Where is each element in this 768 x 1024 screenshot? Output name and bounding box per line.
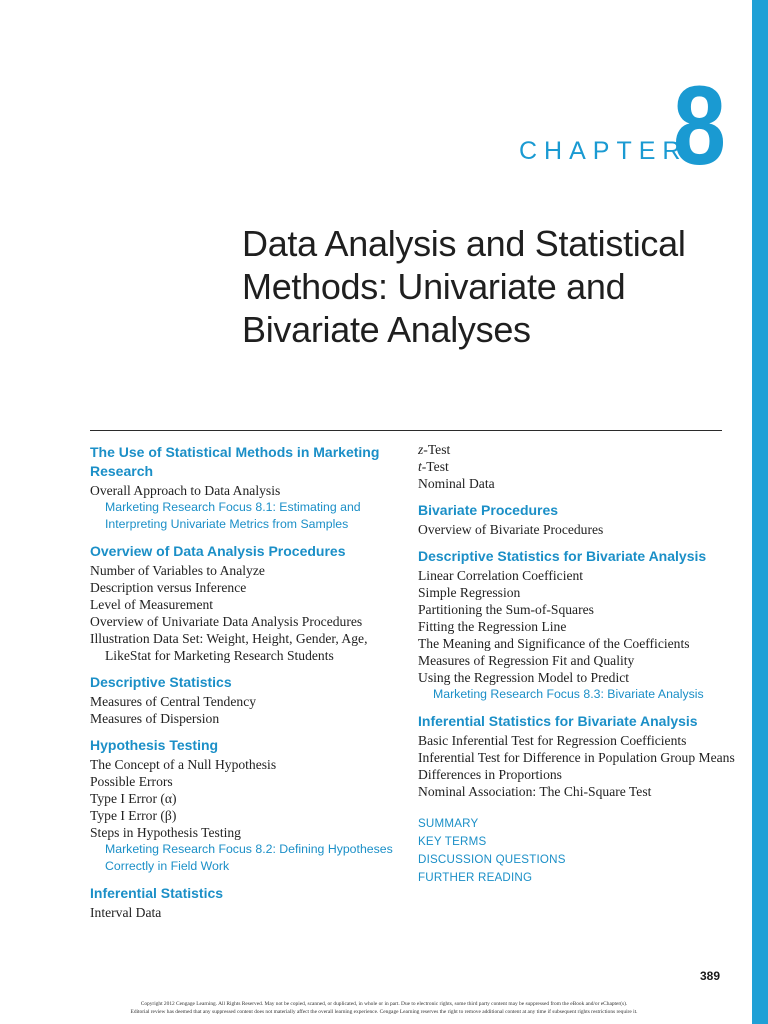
outline-entry: Partitioning the Sum-of-Squares bbox=[418, 602, 594, 617]
section-heading-line: Research bbox=[90, 463, 154, 479]
section-heading-bivariate-procedures bbox=[418, 501, 738, 520]
statistic-symbol: t bbox=[418, 459, 422, 474]
section-heading-inferential-statistics-for-bivariate-analysis bbox=[418, 712, 738, 731]
outline-entry: The Meaning and Significance of the Coefficients bbox=[418, 636, 690, 651]
outline-entry: Number of Variables to Analyze bbox=[90, 563, 265, 578]
outline-entry: Overview of Bivariate Procedures bbox=[418, 522, 604, 537]
section-heading-line: Descriptive Statistics for Bivariate Analysis bbox=[418, 548, 707, 564]
outline-entry: Description versus Inference bbox=[90, 580, 247, 595]
feature-box-reference bbox=[90, 841, 405, 875]
outline-entry: The Concept of a Null Hypothesis bbox=[90, 757, 277, 772]
section-heading-line: The Use of Statistical Methods in Marketing bbox=[90, 444, 380, 460]
outline-divider bbox=[90, 430, 722, 431]
sidebar-accent-bar bbox=[752, 0, 768, 1024]
outline-entry: z-Test bbox=[418, 442, 451, 457]
section-heading-line: Bivariate Procedures bbox=[418, 502, 559, 518]
outline-entry: Steps in Hypothesis Testing bbox=[90, 825, 241, 840]
section-heading-descriptive-statistics bbox=[90, 673, 405, 692]
outline-entry: Using the Regression Model to Predict bbox=[418, 670, 630, 685]
chapter-title-line: Methods: Univariate and bbox=[242, 266, 626, 307]
section-heading-hypothesis-testing bbox=[90, 736, 405, 755]
outline-entry: Type I Error (β) bbox=[90, 808, 177, 823]
chapter-label: CHAPTER bbox=[519, 137, 688, 165]
section-heading-inferential-statistics bbox=[90, 884, 405, 903]
outline-entry: Measures of Central Tendency bbox=[90, 694, 257, 709]
statistic-symbol: z bbox=[418, 442, 424, 457]
section-heading-line: Overview of Data Analysis Procedures bbox=[90, 543, 346, 559]
end-matter-item-summary: SUMMARY bbox=[418, 817, 479, 830]
section-heading-line: Hypothesis Testing bbox=[90, 737, 219, 753]
chapter-number: 8 bbox=[673, 63, 726, 188]
outline-entry: Overview of Univariate Data Analysis Procedures bbox=[90, 614, 363, 629]
end-matter-item-discussion-questions: DISCUSSION QUESTIONS bbox=[418, 853, 566, 866]
outline-entry: Illustration Data Set: Weight, Height, Gender, Age, LikeStat for Marketing Research Students bbox=[90, 631, 368, 663]
outline-entry: Measures of Dispersion bbox=[90, 711, 220, 726]
outline-entry: t-Test bbox=[418, 459, 449, 474]
outline-entry: Possible Errors bbox=[90, 774, 173, 789]
outline-entry: Level of Measurement bbox=[90, 597, 214, 612]
chapter-title-line: Data Analysis and Statistical bbox=[242, 223, 686, 264]
outline-entry: Basic Inferential Test for Regression Coefficients bbox=[418, 733, 687, 748]
end-matter-item-further-reading: FURTHER READING bbox=[418, 871, 533, 884]
outline-entry: Nominal Data bbox=[418, 476, 495, 491]
feature-line: Interpreting Univariate Metrics from Samples bbox=[105, 517, 349, 531]
copyright-notice bbox=[0, 1000, 768, 1016]
outline-entry: Type I Error (α) bbox=[90, 791, 177, 806]
outline-entry: Nominal Association: The Chi-Square Test bbox=[418, 784, 652, 799]
copyright-line: Editorial review has deemed that any suppressed content does not materially affect the overall learning experience. Cengage Learning reserves the right to remove additional content at any time if subsequent rights restrictions require it. bbox=[130, 1009, 638, 1015]
feature-line: Marketing Research Focus 8.2: Defining Hypotheses bbox=[105, 842, 393, 856]
feature-box-reference bbox=[418, 686, 738, 703]
outline-entry: Linear Correlation Coefficient bbox=[418, 568, 584, 583]
feature-box-reference bbox=[90, 499, 405, 533]
feature-line: Correctly in Field Work bbox=[105, 859, 230, 873]
outline-entry: Simple Regression bbox=[418, 585, 521, 600]
copyright-line: Copyright 2012 Cengage Learning. All Rights Reserved. May not be copied, scanned, or duplicated, in whole or in part. Due to electronic rights, some third party content may be suppressed from the eBook and/or eChapter(s). bbox=[140, 1001, 628, 1007]
section-heading-descriptive-statistics-for-bivariate-analysis bbox=[418, 547, 738, 566]
section-heading-line: Inferential Statistics bbox=[90, 885, 224, 901]
end-matter-item-key-terms: KEY TERMS bbox=[418, 835, 487, 848]
feature-line: Marketing Research Focus 8.1: Estimating and bbox=[105, 500, 361, 514]
section-heading-line: Inferential Statistics for Bivariate Analysis bbox=[418, 713, 698, 729]
outline-entry: Overall Approach to Data Analysis bbox=[90, 483, 281, 498]
section-heading-the-use-of-statistical-methods-in-marketing-research bbox=[90, 443, 405, 481]
outline-entry: Measures of Regression Fit and Quality bbox=[418, 653, 635, 668]
outline-entry: Differences in Proportions bbox=[418, 767, 562, 782]
outline-entry: Fitting the Regression Line bbox=[418, 619, 567, 634]
outline-left-column bbox=[90, 441, 405, 921]
chapter-title bbox=[242, 222, 732, 351]
outline-entry: Interval Data bbox=[90, 905, 162, 920]
outline-right-column bbox=[418, 441, 738, 887]
section-heading-line: Descriptive Statistics bbox=[90, 674, 232, 690]
page-number: 389 bbox=[700, 969, 721, 983]
chapter-title-line: Bivariate Analyses bbox=[242, 309, 531, 350]
section-heading-overview-of-data-analysis-procedures bbox=[90, 542, 405, 561]
outline-entry: Inferential Test for Difference in Population Group Means bbox=[418, 750, 735, 765]
end-matter-list bbox=[418, 815, 738, 887]
feature-line: Marketing Research Focus 8.3: Bivariate Analysis bbox=[433, 687, 704, 701]
